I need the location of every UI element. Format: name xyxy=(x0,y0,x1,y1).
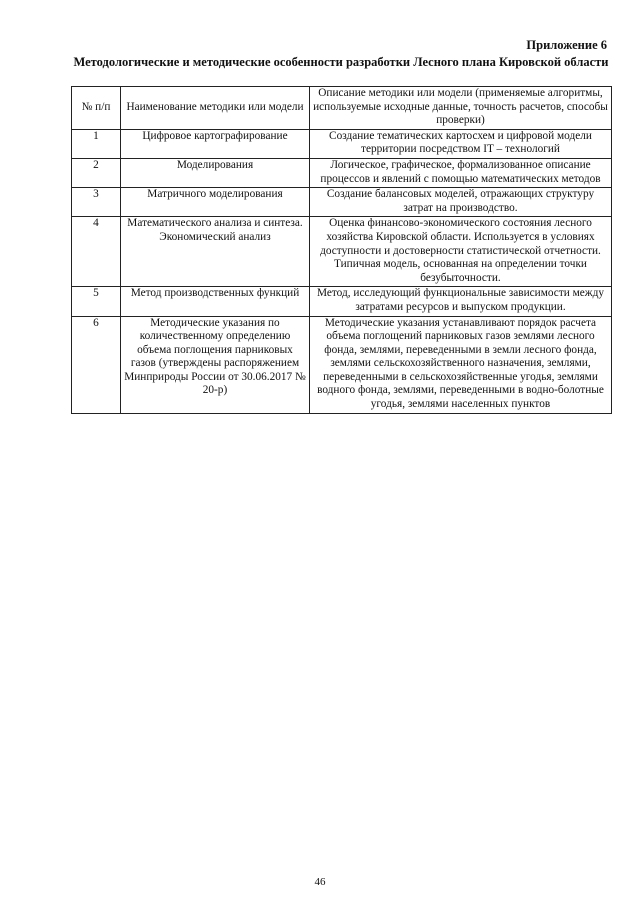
row-description: Создание балансовых моделей, отражающих структуру затрат на производство. xyxy=(310,188,612,217)
header-number: № п/п xyxy=(72,87,121,130)
row-description: Метод, исследующий функциональные зависимости между затратами ресурсов и выпуском продукции. xyxy=(310,287,612,316)
table-row xyxy=(72,188,612,217)
row-number: 4 xyxy=(72,217,121,287)
row-description: Методические указания устанавливают порядок расчета объема поглощений парниковых газов землями лесного фонда, землями, переведенными в земли лесного фонда, землями сельскохозяйственного назначения, землями, переведенными в сельскохозяйственные угодья, землями водного фонда, землями, переведенными в водно-болотные угодья, землями населенных пунктов xyxy=(310,316,612,413)
row-description: Оценка финансово-экономического состояния лесного хозяйства Кировской области. Используется в условиях доступности и достоверности статистической отчетности. Типичная модель, основанная на определении точки безубыточности. xyxy=(310,217,612,287)
row-method-name: Математического анализа и синтеза. Экономический анализ xyxy=(121,217,310,287)
row-method-name: Цифровое картографирование xyxy=(121,129,310,158)
row-description: Создание тематических картосхем и цифровой модели территории посредством IT – технологий xyxy=(310,129,612,158)
row-number: 3 xyxy=(72,188,121,217)
document-title: Методологические и методические особенности разработки Лесного плана Кировской области xyxy=(73,55,609,69)
row-number: 2 xyxy=(72,158,121,187)
row-number: 5 xyxy=(72,287,121,316)
header-method-name: Наименование методики или модели xyxy=(121,87,310,130)
header-description: Описание методики или модели (применяемые алгоритмы, используемые исходные данные, точность расчетов, способы проверки) xyxy=(310,87,612,130)
table-header-row xyxy=(72,87,612,130)
row-method-name: Методические указания по количественному определению объема поглощения парниковых газов (утверждены распоряжением Минприроды России от 30.06.2017 № 20-р) xyxy=(121,316,310,413)
methods-table xyxy=(71,86,612,414)
table-row xyxy=(72,129,612,158)
row-number: 1 xyxy=(72,129,121,158)
row-number: 6 xyxy=(72,316,121,413)
row-method-name: Метод производственных функций xyxy=(121,287,310,316)
row-description: Логическое, графическое, формализованное описание процессов и явлений с помощью математических методов xyxy=(310,158,612,187)
row-method-name: Матричного моделирования xyxy=(121,188,310,217)
table-row xyxy=(72,287,612,316)
table-row xyxy=(72,158,612,187)
page-number: 46 xyxy=(314,876,326,888)
appendix-label: Приложение 6 xyxy=(526,38,607,52)
table-row xyxy=(72,316,612,413)
row-method-name: Моделирования xyxy=(121,158,310,187)
table-row xyxy=(72,217,612,287)
